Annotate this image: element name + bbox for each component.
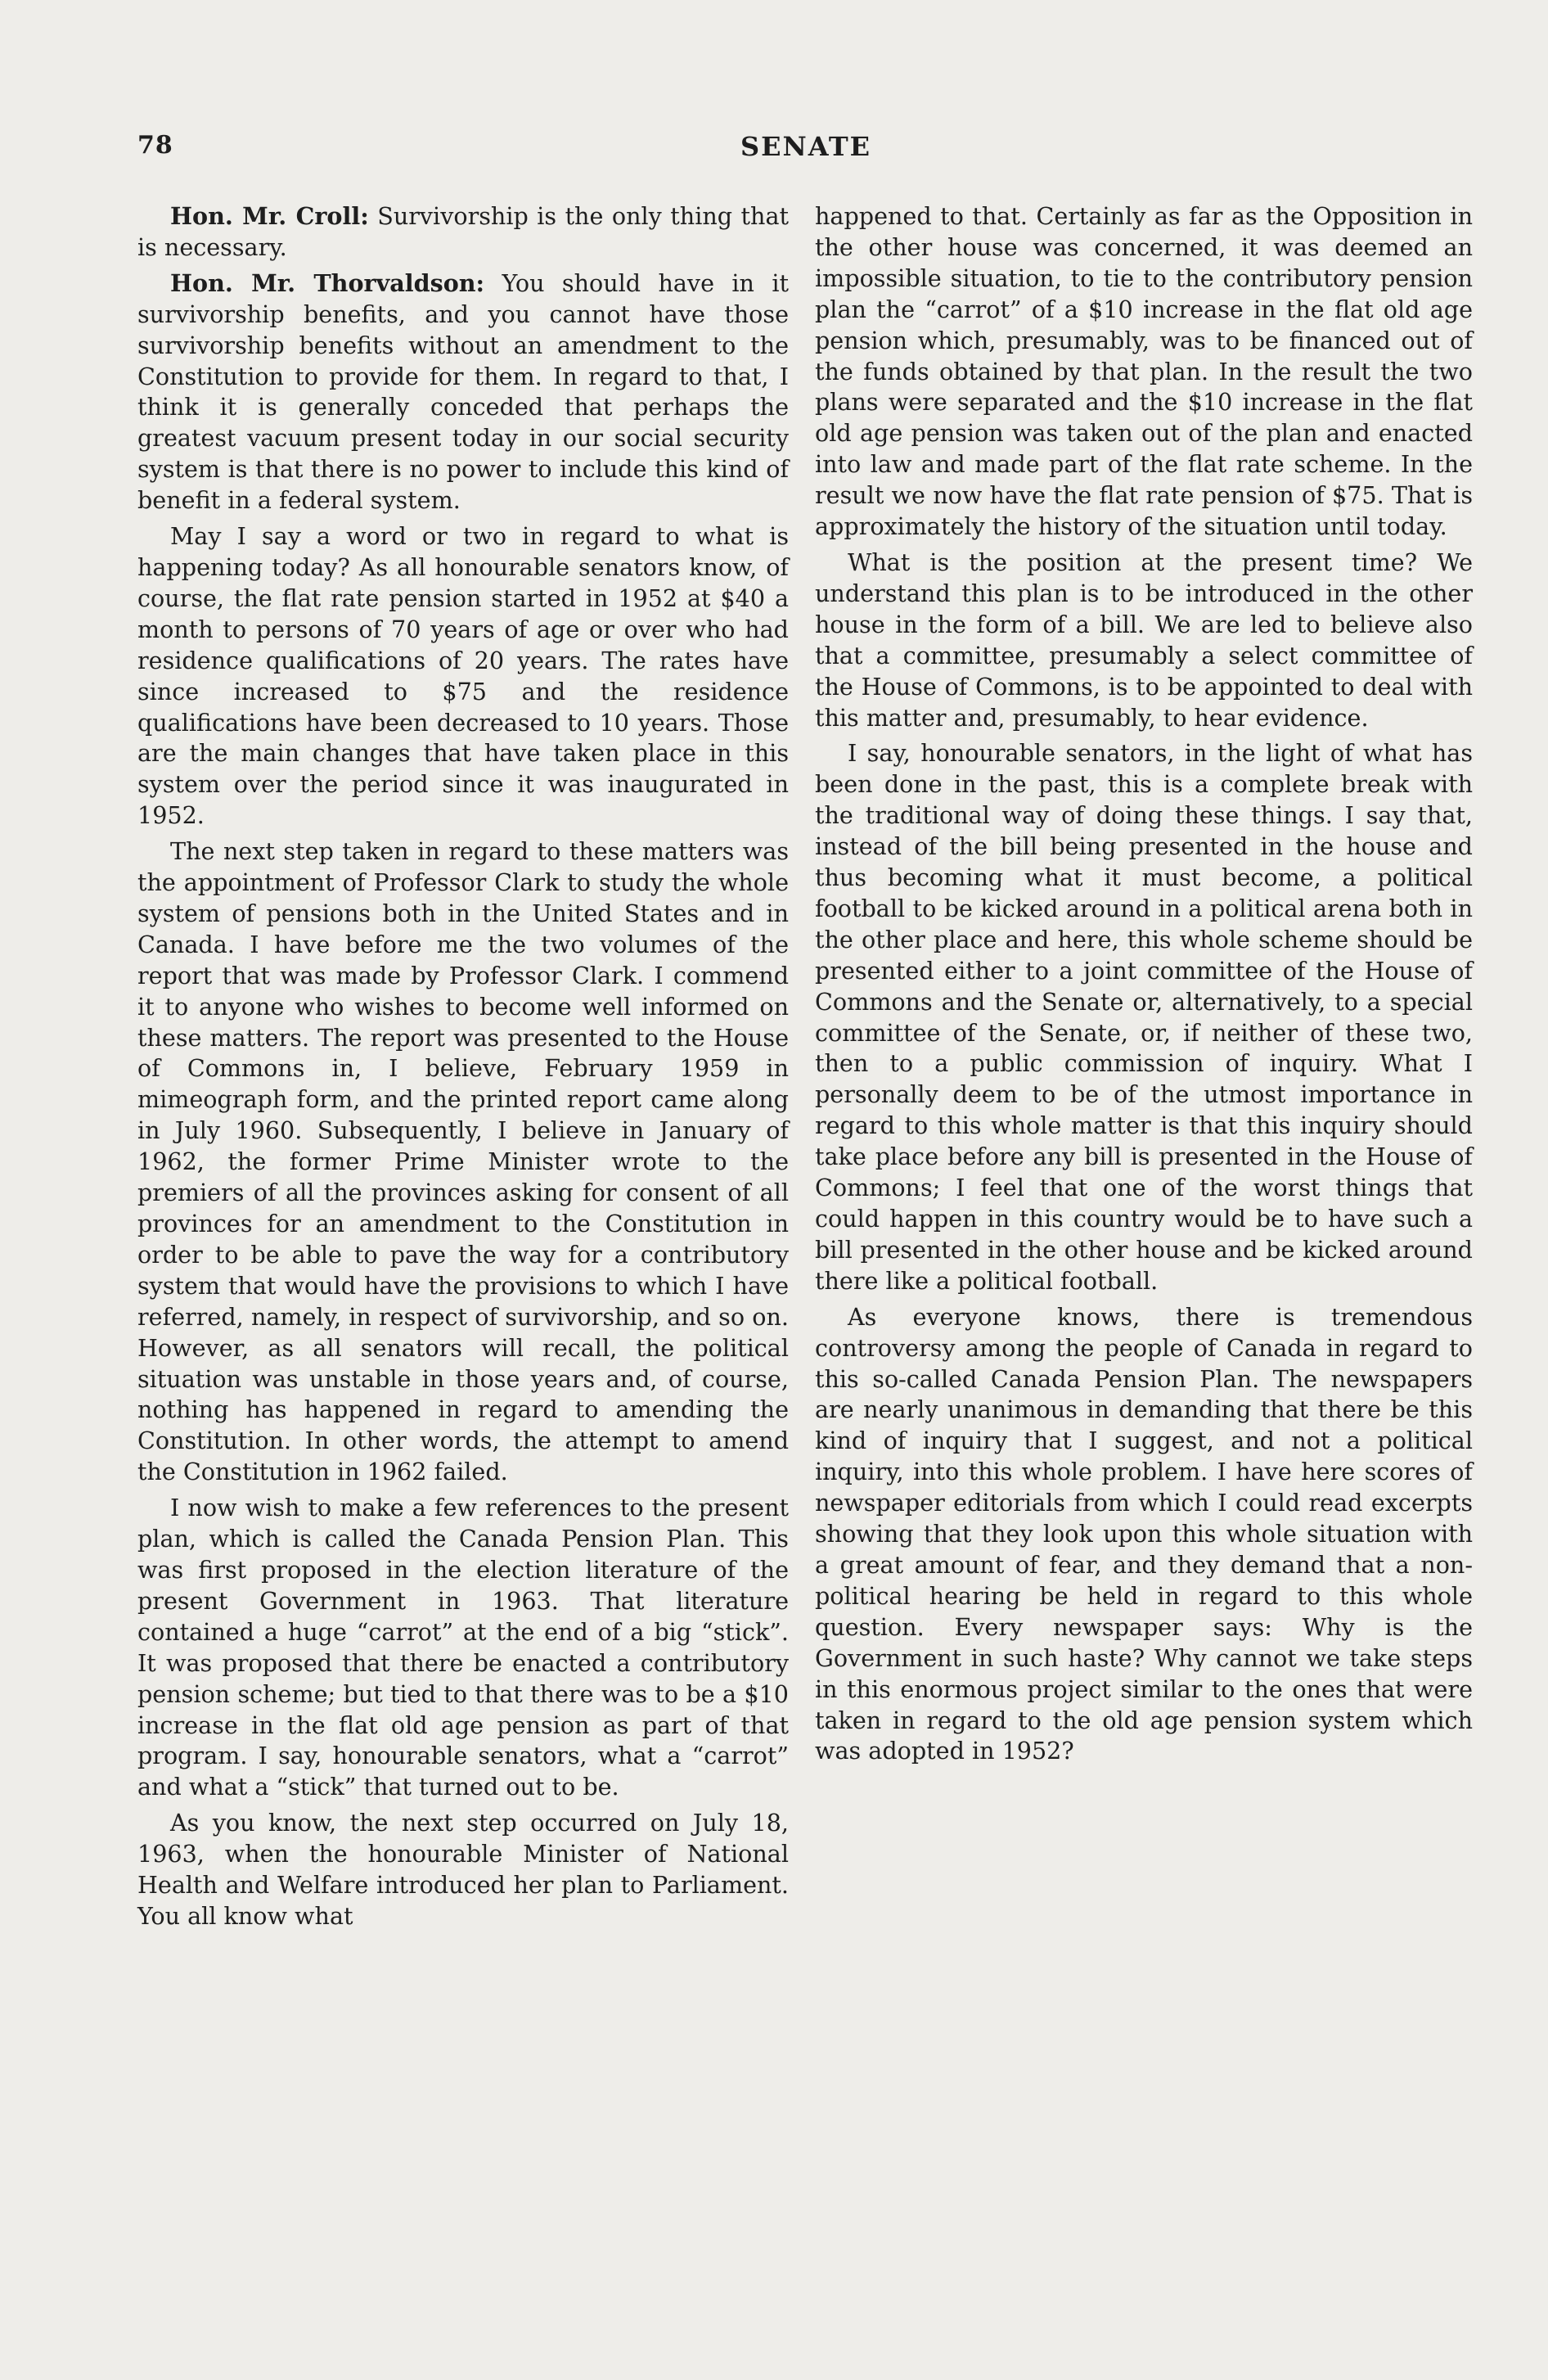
page-header: [131, 131, 1481, 172]
speaker-name: Hon. Mr. Thorvaldson:: [170, 268, 485, 297]
page-number: 78: [137, 131, 173, 160]
right-column: [815, 201, 1473, 1772]
paragraph: As everyone knows, there is tremendous controversy among the people of Canada in regard to this so-called Canada Pension Plan. The newspapers are nearly unanimous in demanding that there be this kind of inquiry that I suggest, and not a political inquiry, into this whole problem. I have here scores of newspaper editorials from which I could read excerpts showing that they look upon this whole situation with a great amount of fear, and they demand that a non-political hearing be held in regard to this whole question. Every newspaper says: Why is the Government in such haste? Why cannot we take steps in this enormous project similar to the ones that were taken in regard to the old age pension system which was adopted in 1952?: [815, 1302, 1473, 1765]
paragraph: May I say a word or two in regard to what is happening today? As all honourable senators know, of course, the flat rate pension started in 1952 at $40 a month to persons of 70 years of age or over who had residence qualifications of 20 years. The rates have since increased to $75 and the residence qualifications have been decreased to 10 years. Those are the main changes that have taken place in this system over the period since it was inaugurated in 1952.: [137, 522, 789, 830]
speech-text: You should have in it survivorship benefits, and you cannot have those survivorship benefits without an amendment to the Constitution to provide for them. In regard to that, I think it is generally conceded that perhaps the greatest vacuum present today in our social security system is that there is no power to include this kind of benefit in a federal system.: [137, 268, 789, 515]
paragraph: [137, 268, 789, 516]
speaker-name: Hon. Mr. Croll:: [170, 202, 369, 230]
paragraph: I now wish to make a few references to the present plan, which is called the Canada Pension Plan. This was first proposed in the election literature of the present Government in 1963. That literature contained a huge “carrot” at the end of a big “stick”. It was proposed that there be enacted a contributory pension scheme; but tied to that there was to be a $10 increase in the flat old age pension as part of that program. I say, honourable senators, what a “carrot” and what a “stick” that turned out to be.: [137, 1494, 789, 1801]
paragraph: As you know, the next step occurred on July 18, 1963, when the honourable Minister of National Health and Welfare introduced her plan to Parliament. You all know what: [137, 1809, 789, 1930]
running-head: SENATE: [740, 131, 872, 162]
paragraph: happened to that. Certainly as far as the Opposition in the other house was concerned, it was deemed an impossible situation, to tie to the contributory pension plan the “carrot” of a $10 increase in the flat old age pension which, presumably, was to be financed out of the funds obtained by that plan. In the result the two plans were separated and the $10 increase in the flat old age pension was taken out of the plan and enacted into law and made part of the flat rate scheme. In the result we now have the flat rate pension of $75. That is approximately the history of the situation until today.: [815, 202, 1473, 541]
paragraph: I say, honourable senators, in the light of what has been done in the past, this is a complete break with the traditional way of doing these things. I say that, instead of the bill being presented in the house and thus becoming what it must become, a political football to be kicked around in a political arena both in the other place and here, this whole scheme should be presented either to a joint committee of the House of Commons and the Senate or, alternatively, to a special committee of the Senate, or, if neither of these two, then to a public commission of inquiry. What I personally deem to be of the utmost importance in regard to this whole matter is that this inquiry should take place before any bill is presented in the House of Commons; I feel that one of the worst things that could happen in this country would be to have such a bill presented in the other house and be kicked around there like a political football.: [815, 739, 1473, 1295]
paragraph: The next step taken in regard to these matters was the appointment of Professor Clark to study the whole system of pensions both in the United States and in Canada. I have before me the two volumes of the report that was made by Professor Clark. I commend it to anyone who wishes to become well informed on these matters. The report was presented to the House of Commons in, I believe, February 1959 in mimeograph form, and the printed report came along in July 1960. Subsequently, I believe in January of 1962, the former Prime Minister wrote to the premiers of all the provinces asking for consent of all provinces for an amendment to the Constitution in order to be able to pave the way for a contributory system that would have the provisions to which I have referred, namely, in respect of survivorship, and so on. However, as all senators will recall, the political situation was unstable in those years and, of course, nothing has happened in regard to amending the Constitution. In other words, the attempt to amend the Constitution in 1962 failed.: [137, 837, 789, 1486]
speech-text: Survivorship is the only thing that is necessary.: [137, 202, 789, 261]
left-column: [137, 201, 789, 1937]
paragraph: What is the position at the present time? We understand this plan is to be introduced in the other house in the form of a bill. We are led to believe also that a committee, presumably a select committee of the House of Commons, is to be appointed to deal with this matter and, presumably, to hear evidence.: [815, 548, 1473, 732]
paragraph: [137, 201, 789, 264]
